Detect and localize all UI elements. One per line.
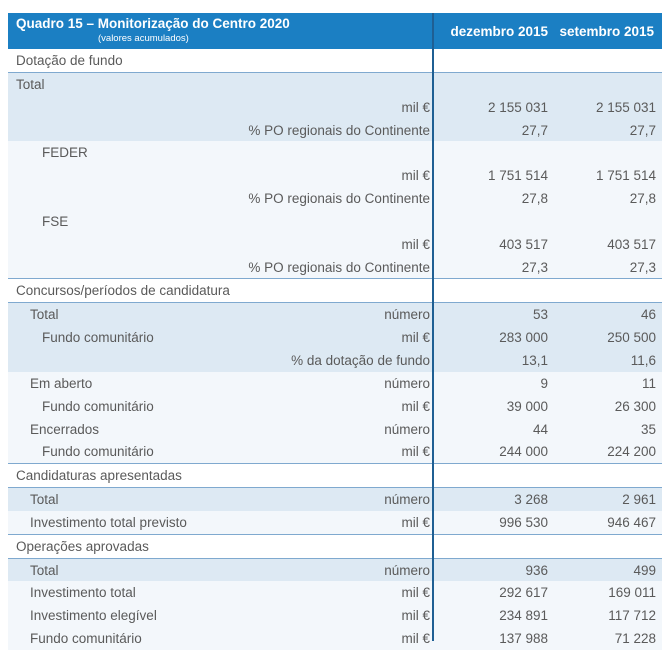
row-unit: número bbox=[384, 562, 430, 578]
row-label: FSE bbox=[42, 213, 69, 229]
value-setembro: 11,6 bbox=[630, 352, 656, 368]
row-label: Concursos/períodos de candidatura bbox=[16, 283, 230, 299]
row-unit: % PO regionais do Continente bbox=[248, 259, 430, 275]
value-setembro: 2 961 bbox=[622, 492, 656, 508]
row-unit: número bbox=[384, 375, 430, 391]
value-setembro: 117 712 bbox=[608, 608, 656, 624]
row-unit: mil € bbox=[401, 514, 430, 530]
table-row bbox=[8, 119, 662, 142]
row-label: Em aberto bbox=[30, 375, 93, 391]
monitoring-table bbox=[8, 13, 662, 650]
value-dezembro: 9 bbox=[540, 375, 548, 391]
table-row bbox=[8, 141, 662, 164]
value-dezembro: 44 bbox=[532, 421, 548, 437]
value-dezembro: 3 268 bbox=[514, 492, 548, 508]
row-unit: mil € bbox=[401, 608, 430, 624]
row-label: Investimento elegível bbox=[30, 608, 157, 624]
value-setembro: 403 517 bbox=[607, 236, 656, 252]
row-unit: % da dotação de fundo bbox=[291, 352, 430, 368]
table-row bbox=[8, 535, 662, 558]
row-label: Fundo comunitário bbox=[42, 330, 154, 346]
value-setembro: 11 bbox=[641, 375, 656, 391]
value-setembro: 946 467 bbox=[607, 514, 656, 530]
row-unit: mil € bbox=[401, 585, 430, 601]
table-row bbox=[8, 303, 662, 326]
row-unit: número bbox=[384, 307, 430, 323]
row-unit: número bbox=[384, 421, 430, 437]
value-dezembro: 936 bbox=[525, 562, 548, 578]
column-header-dezembro: dezembro 2015 bbox=[450, 24, 548, 39]
row-unit: mil € bbox=[401, 99, 430, 115]
table-row bbox=[8, 627, 662, 650]
table-row bbox=[8, 49, 662, 72]
value-setembro: 2 155 031 bbox=[595, 99, 656, 115]
row-label: Fundo comunitário bbox=[42, 444, 154, 460]
table-row bbox=[8, 581, 662, 604]
table-row bbox=[8, 326, 662, 349]
value-dezembro: 13,1 bbox=[521, 352, 548, 368]
table-row bbox=[8, 395, 662, 418]
value-setembro: 250 500 bbox=[607, 330, 656, 346]
value-dezembro: 27,7 bbox=[521, 122, 548, 138]
row-label: Operações aprovadas bbox=[16, 538, 149, 554]
value-setembro: 27,3 bbox=[629, 259, 656, 275]
value-setembro: 35 bbox=[640, 421, 656, 437]
table-title: Quadro 15 – Monitorização do Centro 2020 bbox=[16, 16, 290, 31]
value-setembro: 499 bbox=[633, 562, 656, 578]
table-row bbox=[8, 464, 662, 487]
table-row bbox=[8, 349, 662, 372]
row-label: Investimento total bbox=[30, 585, 136, 601]
table-row bbox=[8, 96, 662, 119]
row-unit: mil € bbox=[401, 168, 430, 184]
value-dezembro: 996 530 bbox=[499, 514, 548, 530]
table-header bbox=[8, 13, 662, 49]
row-label: Total bbox=[30, 492, 59, 508]
value-setembro: 71 228 bbox=[614, 631, 656, 647]
value-setembro: 46 bbox=[640, 307, 656, 323]
table-row bbox=[8, 440, 662, 463]
value-setembro: 27,8 bbox=[629, 191, 656, 207]
value-dezembro: 292 617 bbox=[499, 585, 548, 601]
table-subtitle: (valores acumulados) bbox=[98, 33, 189, 44]
value-dezembro: 283 000 bbox=[499, 330, 548, 346]
row-label: Fundo comunitário bbox=[42, 398, 154, 414]
table-row bbox=[8, 488, 662, 511]
row-label: Encerrados bbox=[30, 421, 100, 437]
row-unit: número bbox=[384, 492, 430, 508]
row-label: Fundo comunitário bbox=[30, 631, 142, 647]
table-row bbox=[8, 604, 662, 627]
value-dezembro: 27,8 bbox=[521, 191, 548, 207]
value-dezembro: 403 517 bbox=[499, 236, 548, 252]
table-row bbox=[8, 256, 662, 279]
table-row bbox=[8, 511, 662, 534]
value-setembro: 26 300 bbox=[614, 398, 656, 414]
row-label: Total bbox=[30, 562, 59, 578]
value-dezembro: 244 000 bbox=[499, 444, 548, 460]
table-row bbox=[8, 233, 662, 256]
value-dezembro: 53 bbox=[532, 307, 548, 323]
table-row bbox=[8, 418, 662, 441]
value-dezembro: 39 000 bbox=[506, 398, 548, 414]
table-row bbox=[8, 279, 662, 302]
value-dezembro: 1 751 514 bbox=[487, 168, 548, 184]
value-setembro: 1 751 514 bbox=[595, 168, 656, 184]
row-label: Dotação de fundo bbox=[16, 53, 123, 68]
value-dezembro: 137 988 bbox=[499, 631, 548, 647]
table-row bbox=[8, 164, 662, 187]
row-unit: % PO regionais do Continente bbox=[248, 122, 430, 138]
row-unit: mil € bbox=[401, 444, 430, 460]
table-row bbox=[8, 187, 662, 210]
row-label: Total bbox=[16, 76, 45, 92]
value-setembro: 169 011 bbox=[608, 585, 656, 601]
table-row bbox=[8, 210, 662, 233]
row-label: Candidaturas apresentadas bbox=[16, 468, 182, 484]
row-label: Investimento total previsto bbox=[30, 514, 187, 530]
value-setembro: 27,7 bbox=[629, 122, 656, 138]
table-row bbox=[8, 73, 662, 96]
table-row bbox=[8, 372, 662, 395]
table-row bbox=[8, 559, 662, 582]
row-unit: mil € bbox=[401, 631, 430, 647]
column-header-setembro: setembro 2015 bbox=[559, 24, 654, 39]
column-divider bbox=[432, 13, 434, 641]
value-dezembro: 234 891 bbox=[499, 608, 548, 624]
row-label: Total bbox=[30, 307, 59, 323]
value-dezembro: 27,3 bbox=[521, 259, 548, 275]
row-unit: mil € bbox=[401, 236, 430, 252]
row-unit: mil € bbox=[401, 398, 430, 414]
value-dezembro: 2 155 031 bbox=[487, 99, 548, 115]
row-unit: mil € bbox=[401, 330, 430, 346]
value-setembro: 224 200 bbox=[607, 444, 656, 460]
row-unit: % PO regionais do Continente bbox=[248, 191, 430, 207]
table-body bbox=[8, 49, 662, 650]
row-label: FEDER bbox=[42, 145, 88, 161]
